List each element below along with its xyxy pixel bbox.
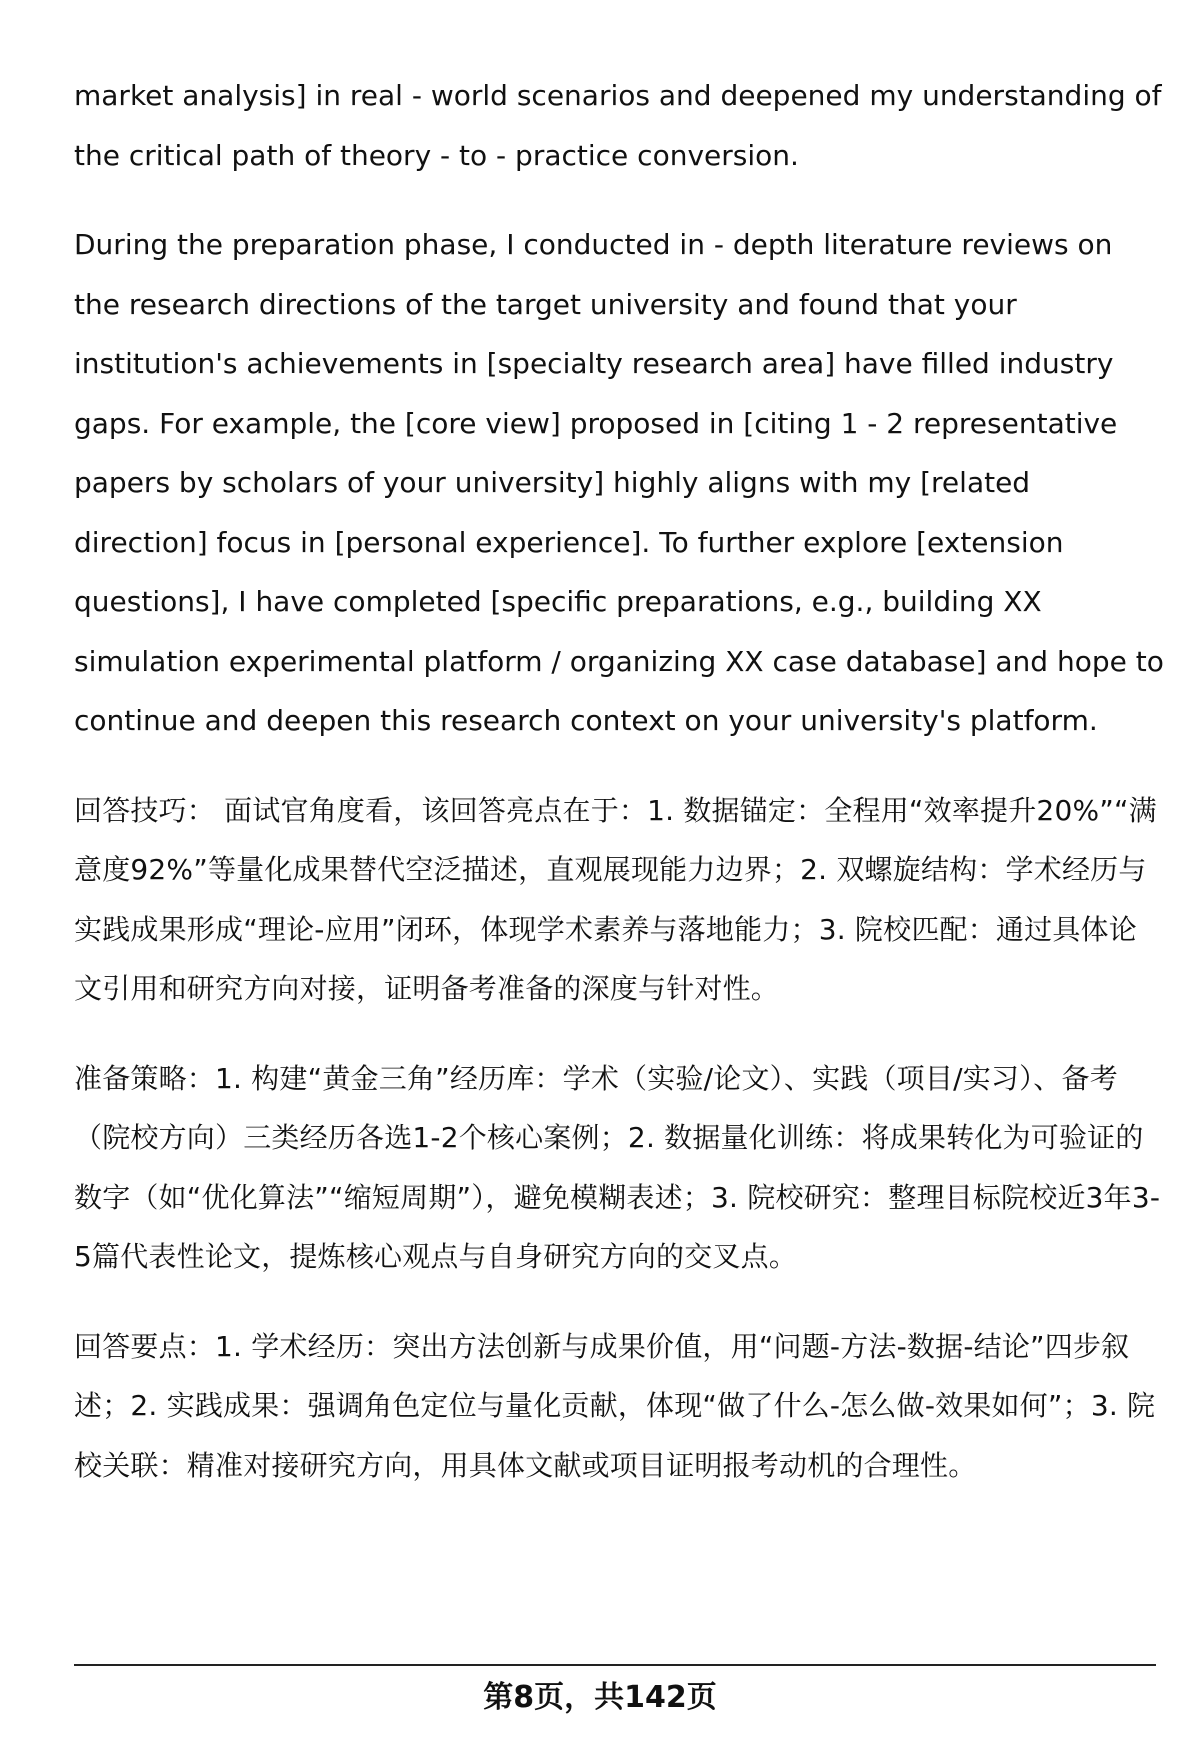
document-body <box>74 66 1164 1525</box>
paragraph-answer-tips: 回答技巧： 面试官角度看，该回答亮点在于：1. 数据锚定：全程用“效率提升20%”“满意度92%”等量化成果替代空泛描述，直观展现能力边界；2. 双螺旋结构：学术经历与实践成果形成“理论-应用”闭环，体现学术素养与落地能力；3. 院校匹配：通过具体论文引用和研究方向对接，证明备考准备的深度与针对性。 <box>74 793 1157 1005</box>
paragraph-preparation-strategy: 准备策略：1. 构建“黄金三角”经历库：学术（实验/论文）、实践（项目/实习）、备考（院校方向）三类经历各选1-2个核心案例；2. 数据量化训练：将成果转化为可验证的数字（如“优化算法”“缩短周期”），避免模糊表述；3. 院校研究：整理目标院校近3年3-5篇代表性论文，提炼核心观点与自身研究方向的交叉点。 <box>74 1061 1161 1273</box>
footer-divider <box>74 1664 1156 1666</box>
paragraph-answer-key-points: 回答要点：1. 学术经历：突出方法创新与成果价值，用“问题-方法-数据-结论”四步叙述；2. 实践成果：强调角色定位与量化贡献，体现“做了什么-怎么做-效果如何”；3. 院校关联：精准对接研究方向，用具体文献或项目证明报考动机的合理性。 <box>74 1329 1156 1482</box>
paragraph-preparation-phase: During the preparation phase, I conducted in - depth literature reviews on the research directions of the target university and found that your institution's achievements in [specialty research area] have filled industry gaps. For example, the [core view] proposed in [citing 1 - 2 representative papers by scholars of your university] highly aligns with my [related direction] focus in [personal experience]. To further explore [extension questions], I have completed [specific preparations, e.g., building XX simulation experimental platform / organizing XX case database] and hope to continue and deepen this research context on your university's platform. <box>74 228 1164 737</box>
page-number: 第8页，共142页 <box>483 1680 717 1715</box>
paragraph-continuation: market analysis] in real - world scenarios and deepened my understanding of the critical path of theory - to - practice conversion. <box>74 79 1162 172</box>
